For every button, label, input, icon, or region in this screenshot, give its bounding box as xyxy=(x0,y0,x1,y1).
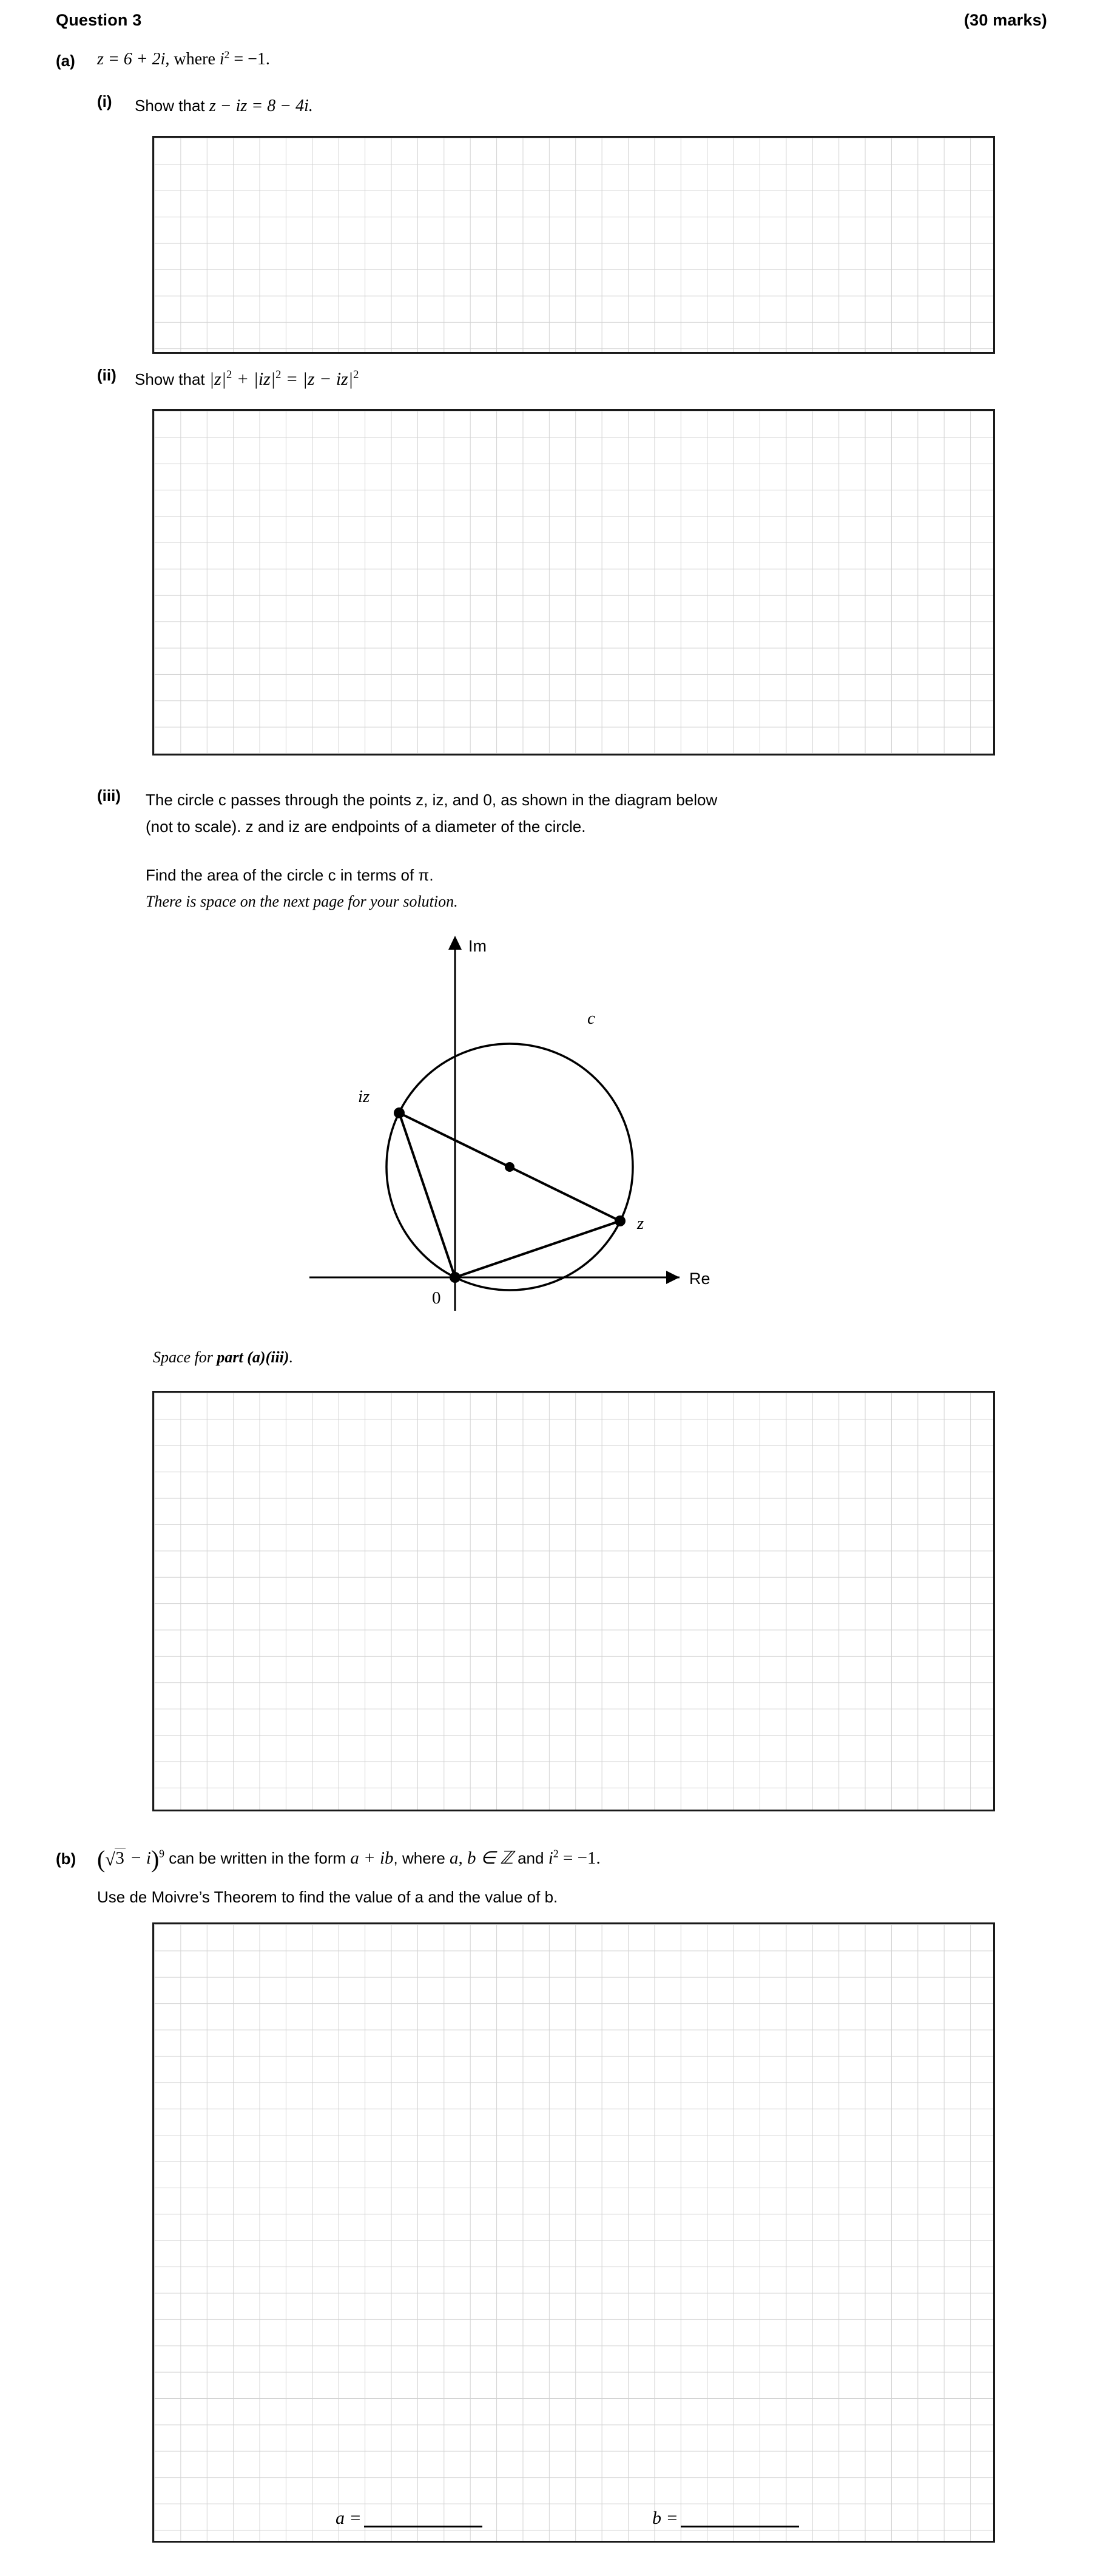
part-b-line1-tail: = −1. xyxy=(558,1848,601,1868)
argand-diagram-circle xyxy=(279,922,825,1323)
marks-label: (30 marks) xyxy=(963,11,1047,29)
chords xyxy=(399,1113,620,1277)
point-z xyxy=(615,1215,626,1226)
answer-slot-b[interactable] xyxy=(652,2508,799,2529)
part-a-stem-exponent: 2 xyxy=(224,49,230,61)
axes xyxy=(309,944,680,1311)
point-origin xyxy=(450,1272,460,1283)
sqrt-3: √ 3 xyxy=(105,1848,124,1870)
part-a-stem-where: , where xyxy=(165,50,220,69)
answer-grid-a-i[interactable] xyxy=(152,136,995,354)
axis-re-label: Re xyxy=(689,1269,710,1288)
power-9: 9 xyxy=(159,1847,164,1860)
part-a-label: (a) xyxy=(56,52,75,70)
part-b-label: (b) xyxy=(56,1850,76,1868)
part-a-ii-prompt-math: $|z|^2 + |iz|^2 = |z - iz|^2$ xyxy=(209,368,359,389)
part-b-form: a + ib xyxy=(350,1848,394,1868)
answer-a-rule[interactable] xyxy=(364,2526,482,2527)
part-a-i-prompt xyxy=(135,92,313,120)
part-b-line1 xyxy=(97,1845,601,1873)
part-a-i-prompt-lead: Show that xyxy=(135,96,209,115)
point-centre xyxy=(505,1162,514,1172)
answer-grid-a-iii[interactable] xyxy=(152,1391,995,1811)
space-note-suffix: . xyxy=(289,1348,294,1366)
part-a-ii-prompt-lead: Show that xyxy=(135,370,209,388)
answer-grid-a-ii[interactable] xyxy=(152,409,995,756)
paren-open: ( xyxy=(97,1845,106,1873)
answer-grid-b[interactable] xyxy=(152,1922,995,2543)
part-a-stem-equation: z = 6 + 2i xyxy=(97,50,166,69)
part-b-i: i xyxy=(548,1848,553,1868)
part-a-iii-label: (iii) xyxy=(97,786,121,805)
part-a-ii-label: (ii) xyxy=(97,366,116,384)
answer-a-label: a = xyxy=(336,2508,362,2528)
re-axis-arrow xyxy=(666,1271,680,1284)
circle-label: c xyxy=(587,1009,595,1028)
answer-b-rule[interactable] xyxy=(681,2526,799,2527)
part-a-iii-prompt xyxy=(146,786,874,840)
answer-b-label: b = xyxy=(652,2508,678,2528)
space-note-prefix: Space for xyxy=(153,1348,217,1366)
part-b-i-exponent: 2 xyxy=(553,1847,559,1860)
part-b-line2: Use de Moivre’s Theorem to find the value of a and the value of b. xyxy=(97,1888,558,1906)
point-origin-label: 0 xyxy=(432,1288,441,1308)
point-z-label: z xyxy=(637,1214,644,1233)
space-note-a-iii xyxy=(153,1348,293,1367)
part-a-i-label: (i) xyxy=(97,92,112,110)
part-a-iii-line2: (not to scale). z and iz are endpoints of a diameter of the circle. xyxy=(146,817,586,836)
part-a-iii-line4: There is space on the next page for your solution. xyxy=(146,893,458,910)
question-title: Question 3 xyxy=(56,11,142,29)
part-a-stem xyxy=(97,50,270,69)
minus-i: − i xyxy=(125,1848,151,1868)
part-a-ii-prompt xyxy=(135,366,359,393)
im-axis-arrow xyxy=(448,936,462,950)
part-b-line1-rest-c: and xyxy=(513,1849,548,1867)
point-iz-label: iz xyxy=(358,1087,370,1106)
part-a-iii-find xyxy=(146,862,874,915)
part-a-stem-tail: = −1. xyxy=(229,50,270,69)
part-b-set: a, b ∈ ℤ xyxy=(450,1848,513,1868)
part-a-stem-i: i xyxy=(219,50,224,69)
part-a-i-prompt-math: z − iz = 8 − 4i. xyxy=(209,96,313,115)
axis-im-label: Im xyxy=(468,937,487,955)
part-a-iii-line1: The circle c passes through the points z, iz, and 0, as shown in the diagram below xyxy=(146,791,718,809)
paren-close: ) xyxy=(150,1845,160,1873)
space-note-bold: part (a)(iii) xyxy=(217,1348,289,1366)
part-b-line1-rest-a: can be written in the form xyxy=(164,1849,351,1867)
part-a-iii-line3: Find the area of the circle c in terms of π. xyxy=(146,866,434,884)
point-iz xyxy=(394,1107,405,1118)
answer-slot-a[interactable] xyxy=(336,2508,482,2529)
part-b-line1-rest-b: , where xyxy=(393,1849,450,1867)
